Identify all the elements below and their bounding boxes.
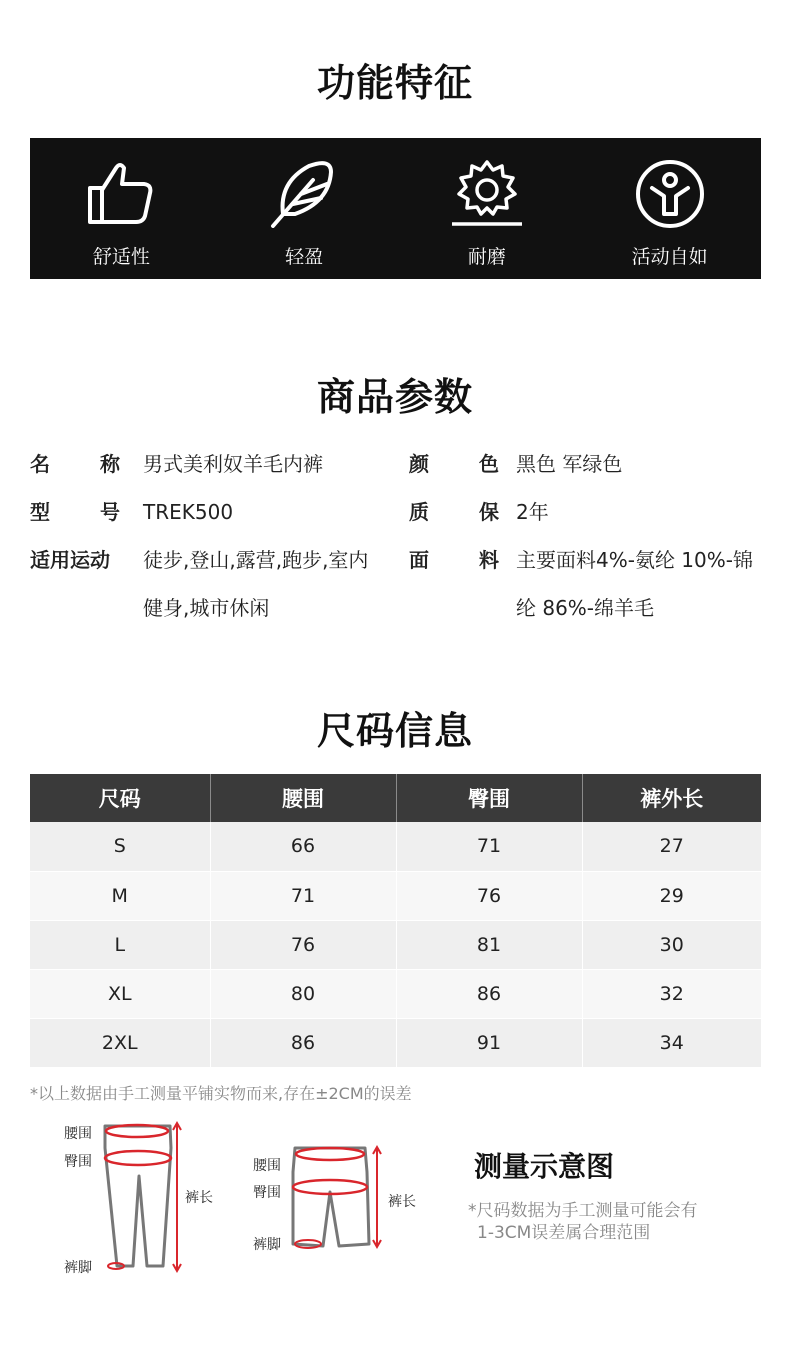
- cell-hip: 81: [396, 920, 582, 969]
- short-waist-label: 腰围: [253, 1158, 281, 1174]
- shorts-diagram: [285, 1142, 385, 1254]
- feature-label: 活动自如: [631, 246, 708, 268]
- cell-length: 29: [582, 871, 761, 920]
- size-table-header: [30, 774, 761, 822]
- feature-comfort: [30, 138, 213, 279]
- cell-length: 27: [582, 822, 761, 871]
- feature-label: 轻盈: [285, 246, 324, 268]
- param-warranty-value: 2年: [516, 500, 549, 524]
- header-hip: 臀围: [396, 774, 582, 822]
- cell-size: M: [30, 871, 210, 920]
- stretch-person-icon: [634, 158, 706, 230]
- measure-note: *尺码数据为手工测量可能会有 1-3CM误差属合理范围: [468, 1201, 698, 1243]
- cell-size: 2XL: [30, 1018, 210, 1067]
- cell-waist: 86: [210, 1018, 396, 1067]
- feature-durable: [396, 138, 579, 279]
- cell-waist: 66: [210, 822, 396, 871]
- cell-length: 34: [582, 1018, 761, 1067]
- param-fabric-value: 主要面料4%-氨纶 10%-锦 纶 86%-绵羊毛: [516, 548, 753, 620]
- param-color-label: 颜 色: [409, 452, 499, 476]
- table-row: [30, 822, 761, 871]
- features-bar: [30, 138, 761, 279]
- long-pants-diagram: [95, 1118, 195, 1278]
- size-note: *以上数据由手工测量平铺实物而来,存在±2CM的误差: [30, 1084, 412, 1103]
- feature-label: 耐磨: [467, 246, 506, 268]
- param-name-value: 男式美利奴羊毛内裤: [143, 452, 323, 476]
- cell-hip: 86: [396, 969, 582, 1018]
- header-size: 尺码: [30, 774, 210, 822]
- table-row: [30, 1018, 761, 1067]
- cell-hip: 76: [396, 871, 582, 920]
- param-sport-label: 适用运动: [30, 548, 110, 572]
- table-row: [30, 871, 761, 920]
- long-waist-label: 腰围: [64, 1126, 92, 1142]
- short-hip-label: 臀围: [253, 1185, 281, 1201]
- cell-waist: 80: [210, 969, 396, 1018]
- cell-hip: 91: [396, 1018, 582, 1067]
- cell-waist: 76: [210, 920, 396, 969]
- cell-length: 32: [582, 969, 761, 1018]
- param-fabric-label: 面 料: [409, 548, 499, 572]
- cell-size: L: [30, 920, 210, 969]
- long-length-label: 裤长: [185, 1190, 213, 1206]
- measure-title: 测量示意图: [474, 1150, 615, 1183]
- short-length-label: 裤长: [388, 1194, 416, 1210]
- cell-hip: 71: [396, 822, 582, 871]
- param-color-value: 黑色 军绿色: [516, 452, 623, 476]
- feature-label: 舒适性: [92, 246, 150, 268]
- param-model-label: 型 号: [30, 500, 120, 524]
- param-warranty-label: 质 保: [409, 500, 499, 524]
- size-title: 尺码信息: [316, 709, 473, 753]
- cell-size: XL: [30, 969, 210, 1018]
- feature-light: [213, 138, 396, 279]
- features-title: 功能特征: [316, 61, 473, 105]
- params-title: 商品参数: [316, 375, 473, 419]
- feature-mobility: [578, 138, 761, 279]
- param-name-label: 名 称: [30, 452, 120, 476]
- header-length: 裤外长: [582, 774, 761, 822]
- cell-length: 30: [582, 920, 761, 969]
- table-row: [30, 920, 761, 969]
- short-hem-label: 裤脚: [253, 1237, 281, 1253]
- param-model-value: TREK500: [143, 500, 234, 524]
- abrasion-gear-icon: [450, 158, 524, 228]
- cell-waist: 71: [210, 871, 396, 920]
- thumbs-up-icon: [86, 158, 156, 228]
- header-waist: 腰围: [210, 774, 396, 822]
- long-hem-label: 裤脚: [64, 1260, 92, 1276]
- table-row: [30, 969, 761, 1018]
- param-sport-value: 徒步,登山,露营,跑步,室内 健身,城市休闲: [143, 548, 369, 620]
- cell-size: S: [30, 822, 210, 871]
- size-table: [30, 774, 761, 1068]
- long-hip-label: 臀围: [64, 1154, 92, 1170]
- feather-icon: [269, 158, 339, 228]
